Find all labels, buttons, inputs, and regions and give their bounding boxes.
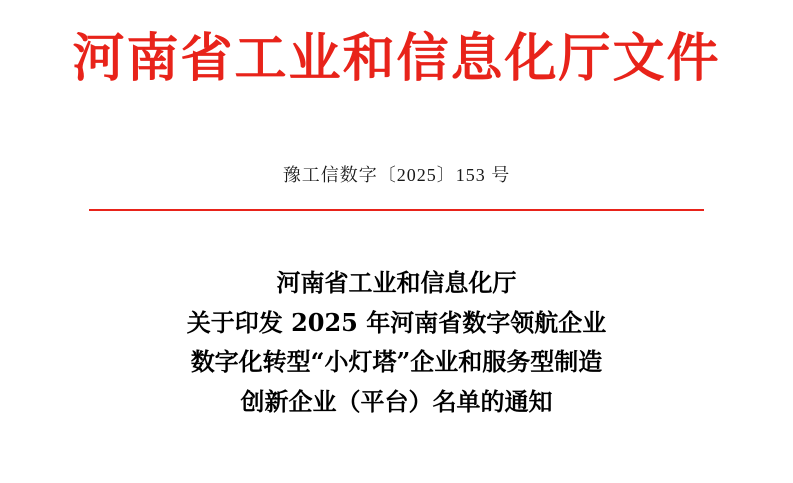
document-title	[0, 263, 793, 421]
title-line-1: 河南省工业和信息化厅	[276, 268, 517, 298]
title-line-4: 创新企业（平台）名单的通知	[240, 386, 553, 416]
title-line-2: 关于印发 2025 年河南省数字领航企业	[186, 307, 607, 337]
red-divider-rule	[89, 209, 704, 211]
title-line-3: 数字化转型“小灯塔”企业和服务型制造	[190, 347, 603, 377]
document-masthead: 河南省工业和信息化厅文件	[72, 28, 721, 89]
document-number: 豫工信数字〔2025〕153 号	[282, 165, 511, 186]
